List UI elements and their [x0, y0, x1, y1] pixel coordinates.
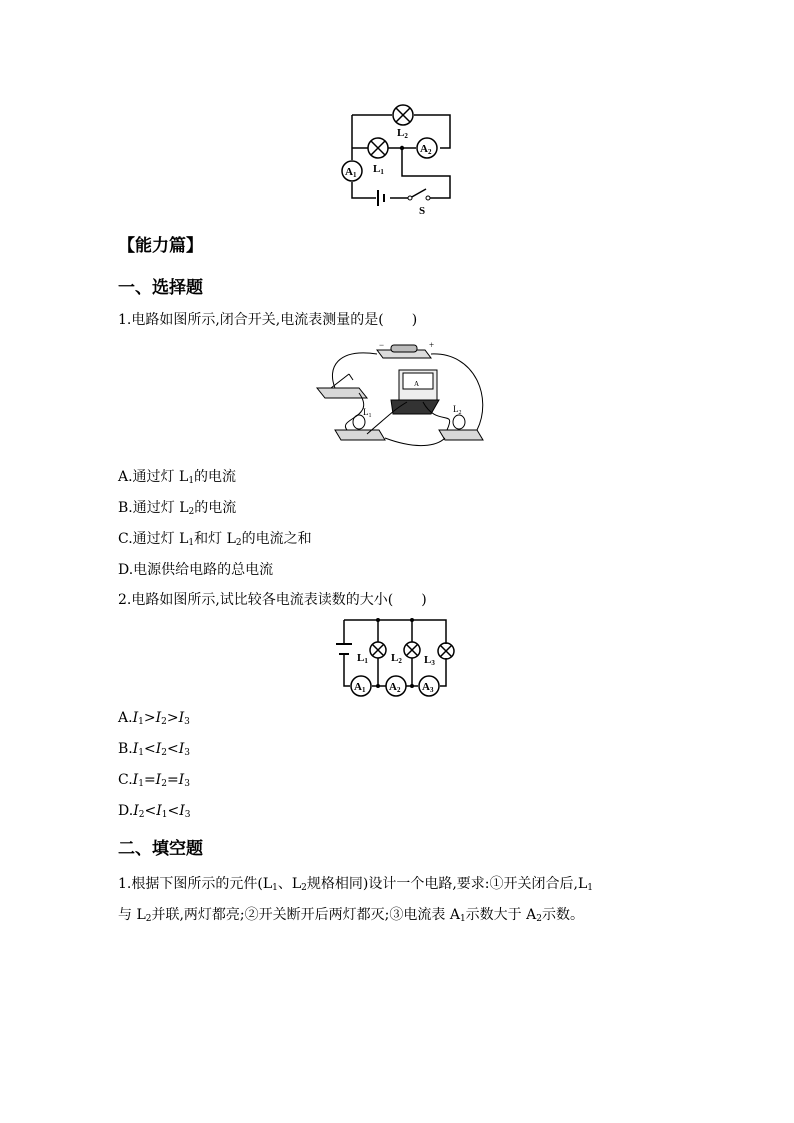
svg-text:+: +	[429, 340, 435, 350]
q2-l1-label: L1	[357, 652, 368, 665]
svg-text:−: −	[379, 340, 385, 350]
q2-l3-label: L3	[424, 654, 435, 667]
q2-option-c: $C.I_1=I_2=I_3$	[118, 772, 190, 789]
q1-option-a: A.通过灯 $L_1$的电流	[118, 469, 237, 486]
q1-l1-label: $L_1$	[363, 407, 372, 419]
q1-stem: 1.电路如图所示,闭合开关,电流表测量的是( )	[118, 312, 418, 328]
fill1-line2: 与 $L_2$并联,两灯都亮;②开关断开后两灯都灭;③电流表 $A_1$示数大于 $A_2$示数。	[118, 907, 584, 924]
q2-option-b: $B.I_1<I_2<I_3$	[118, 741, 191, 758]
q2-option-a: $A.I_1>I_2>I_3$	[118, 710, 190, 727]
q2-a2-label: A2	[389, 681, 401, 694]
physical-circuit-figure	[307, 338, 493, 450]
a1-label: A1	[345, 166, 357, 179]
q1-option-d: D.电源供给电路的总电流	[118, 562, 274, 578]
fill1-line1: 1.根据下图所示的元件($L_1$、$L_2$规格相同)设计一个电路,要求:①开关闭合后$,L_1$	[118, 876, 593, 893]
svg-text:A: A	[414, 380, 420, 388]
parallel-circuit-diagram	[334, 614, 464, 700]
switch-label: S	[419, 205, 426, 217]
section-ability-heading: 【能力篇】	[118, 236, 203, 256]
circuit-diagram-top	[330, 98, 460, 218]
q1-l2-label: $L_2$	[453, 404, 462, 416]
q2-option-d: $D.I_2<I_1<I_3$	[118, 803, 191, 820]
q2-a3-label: A3	[422, 681, 434, 694]
q1-option-c: C.通过灯 $L_1$和灯 $L_2$的电流之和	[118, 531, 312, 548]
q2-a1-label: A1	[354, 681, 366, 694]
a2-label: A2	[420, 143, 432, 156]
q2-stem: 2.电路如图所示,试比较各电流表读数的大小( )	[118, 592, 427, 608]
section-fill-heading: 二、填空题	[118, 839, 203, 859]
l1-label: L1	[373, 163, 384, 176]
q2-l2-label: L2	[391, 652, 402, 665]
section-choice-heading: 一、选择题	[118, 278, 203, 298]
q1-option-b: B.通过灯 $L_2$的电流	[118, 500, 237, 517]
l2-label: L2	[397, 127, 408, 140]
